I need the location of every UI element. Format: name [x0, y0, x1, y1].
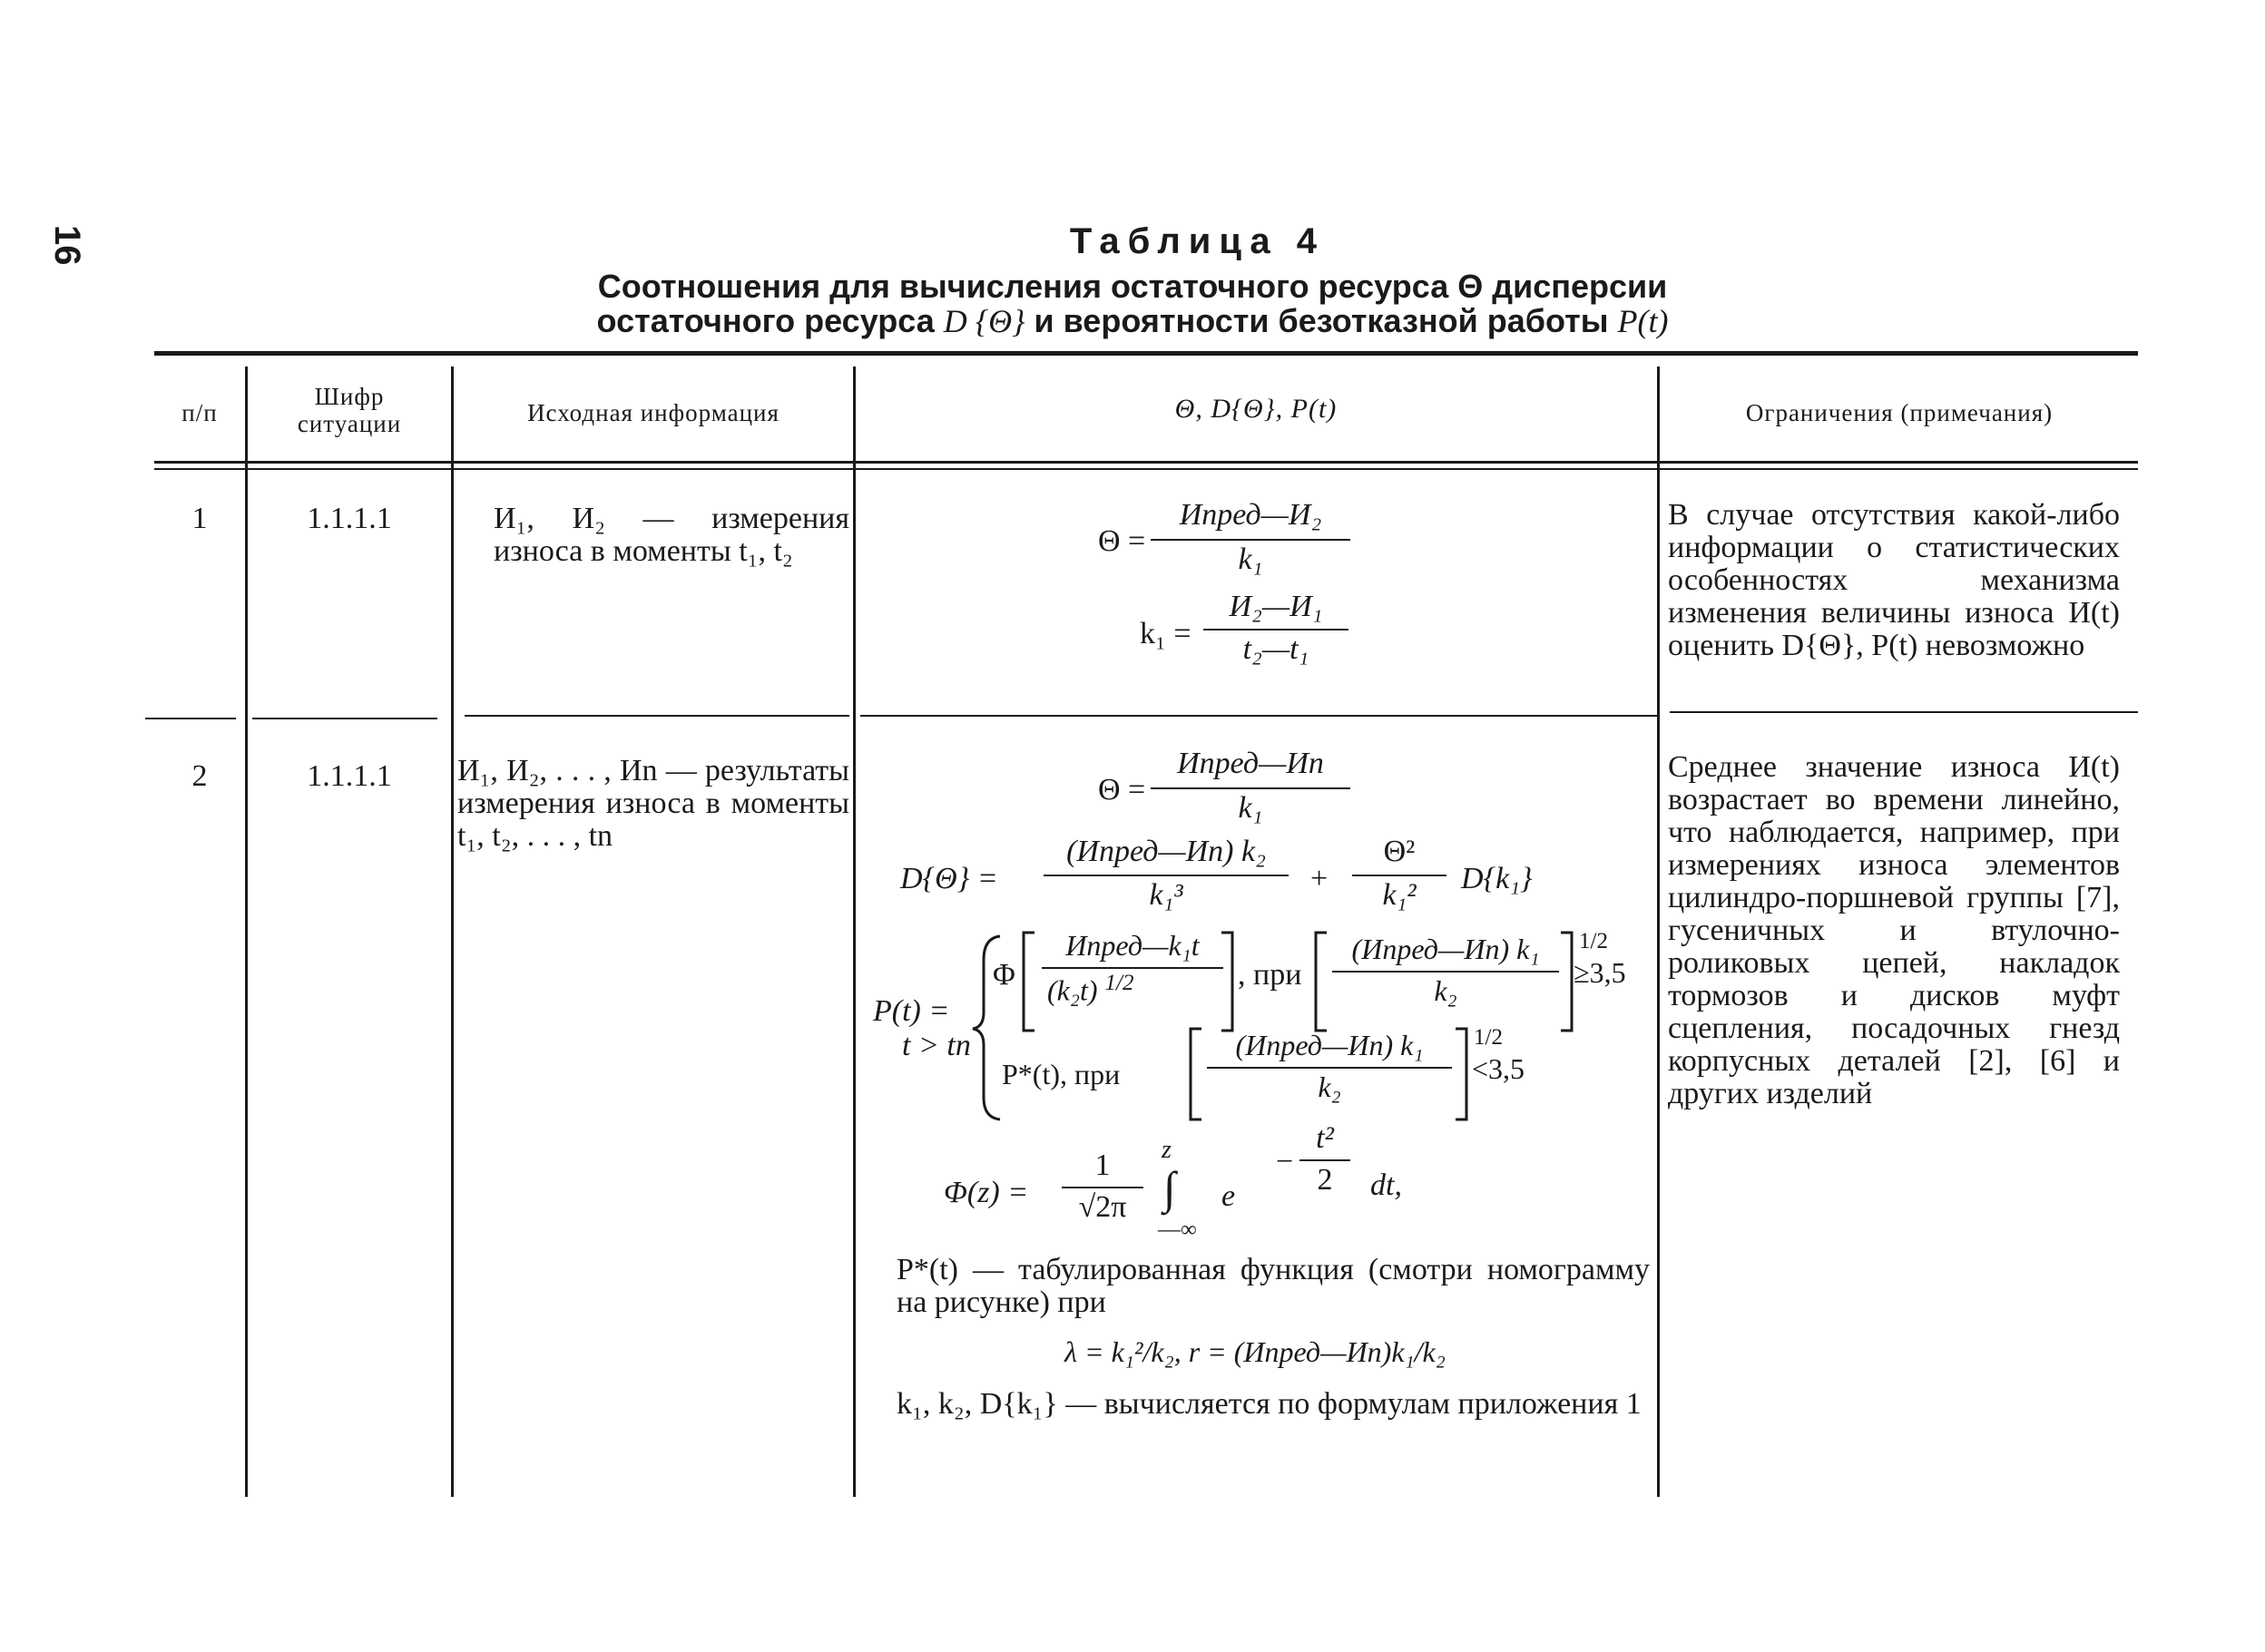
fraction-bar — [1203, 629, 1348, 630]
row2-theta-den: k₁ — [1238, 791, 1263, 825]
bracket-right — [1452, 1027, 1470, 1121]
page-number: 16 — [47, 225, 87, 266]
row2-theta-num: Ипред—Иn — [1177, 747, 1324, 780]
title-part-b: D {Θ} — [943, 303, 1025, 339]
phi-exp-num: t² — [1316, 1121, 1334, 1155]
row2-num: 2 — [191, 759, 208, 793]
row2-code: 1.1.1.1 — [307, 759, 392, 793]
probability-lhs: P(t) = — [873, 994, 950, 1028]
phi-exp-minus: − — [1276, 1145, 1294, 1178]
case2-p: P*(t), при — [1002, 1058, 1121, 1090]
fraction-bar — [1299, 1159, 1350, 1161]
row1-notes: В случае отсутствия какой-либо информации о статистических особенностях механизма изменения величины износа И(t) оценить D{Θ}, P(t) невозможно — [1668, 498, 2120, 662]
dispersion-plus: + — [1310, 862, 1329, 895]
row-separator — [252, 718, 437, 719]
header-code — [249, 383, 450, 437]
phi-root: √2π — [1078, 1190, 1127, 1224]
row2-notes: Среднее значение износа И(t) возрастает во времени линейно, что наблюдается, например, при измерениях износа элементов цилиндро-поршневой группы [7], гусеничных и втулочно-роликовых цепей, накладок тормозов и дисков муфт сцепления, посадочных гнезд корпусных деталей [2], [6] и других изделий — [1668, 750, 2120, 1110]
dispersion-den2: k₁² — [1382, 878, 1417, 912]
dispersion-tail: D{k₁} — [1461, 862, 1533, 895]
row-separator — [465, 715, 849, 717]
title-part-c: и вероятности безотказной работы — [1025, 302, 1618, 339]
table-title-line1: Соотношения для вычисления остаточного ресурса Θ дисперсии — [597, 268, 1668, 305]
fraction-bar — [1044, 875, 1289, 876]
case2-cnum: (Ипред—Иn) k₁ — [1235, 1029, 1424, 1061]
row1-k1-den: t₂—t₁ — [1242, 632, 1309, 666]
row1-k1-num: И₂—И₁ — [1229, 590, 1323, 623]
row-separator — [1670, 711, 2138, 713]
bracket-left — [1020, 931, 1038, 1032]
fraction-bar — [1352, 875, 1446, 876]
bracket-right — [1557, 931, 1575, 1032]
case2-cden: k₂ — [1318, 1070, 1341, 1103]
table-label: Таблица 4 — [1069, 221, 1325, 261]
row1-num: 1 — [191, 502, 208, 535]
case2-exp: 1/2 — [1474, 1025, 1503, 1050]
bracket-right — [1218, 931, 1236, 1032]
title-part-a: остаточного ресурса — [596, 302, 944, 339]
row2-theta-lhs: Θ = — [1098, 773, 1146, 806]
lambda-line: λ = k₁²/k₂, r = (Ипред—Иn)k₁/k₂ — [1064, 1335, 1446, 1368]
row2-note2: k₁, k₂, D{k₁} — вычисляется по формулам приложения 1 — [897, 1387, 1642, 1421]
header-code-line2: ситуации — [297, 410, 402, 437]
phi-exp-den: 2 — [1317, 1163, 1333, 1197]
table-title-line2 — [0, 302, 2265, 340]
dispersion-num1: (Ипред—Иn) k₂ — [1066, 835, 1266, 868]
row1-code: 1.1.1.1 — [307, 502, 392, 535]
probability-condition: t > tn — [902, 1029, 971, 1062]
header-notes: Ограничения (примечания) — [1745, 399, 2054, 426]
column-divider — [451, 367, 454, 1497]
case1-den — [1047, 971, 1133, 1008]
phi-one: 1 — [1094, 1149, 1111, 1182]
table-top-rule — [154, 351, 2138, 356]
header-num: п/п — [181, 399, 218, 426]
row-separator — [860, 715, 1659, 717]
fraction-bar — [1062, 1187, 1143, 1188]
row1-theta-den: k₁ — [1238, 543, 1263, 576]
row2-note1: P*(t) — табулированная функция (смотри номограмму на рисунке) при — [897, 1253, 1650, 1319]
case1-cnum: (Ипред—Иn) k₁ — [1351, 933, 1540, 965]
case2-relation: <3,5 — [1472, 1052, 1525, 1085]
case1-cden: k₂ — [1434, 974, 1457, 1007]
case1-den-exp: 1/2 — [1104, 971, 1134, 995]
column-divider — [245, 367, 248, 1497]
dispersion-num2: Θ² — [1383, 835, 1416, 868]
column-divider — [1657, 367, 1660, 1497]
column-divider — [853, 367, 856, 1497]
integral-lower: —∞ — [1158, 1217, 1197, 1242]
row1-theta-lhs: Θ = — [1098, 524, 1146, 558]
case1-exp: 1/2 — [1579, 929, 1608, 953]
header-info: Исходная информация — [527, 399, 780, 426]
header-code-line1: Шифр — [314, 383, 385, 410]
row1-info: И₁, И₂ — измерения износа в моменты t₁, t₂ — [494, 502, 849, 568]
fraction-bar — [1151, 787, 1350, 789]
row1-theta-num: Ипред—И₂ — [1179, 498, 1322, 532]
title-part-d: P(t) — [1617, 303, 1669, 339]
row-separator — [145, 718, 236, 719]
case1-phi: Φ — [993, 958, 1015, 992]
phi-dt: dt, — [1370, 1168, 1402, 1202]
dispersion-lhs: D{Θ} = — [900, 862, 998, 895]
integral-upper: z — [1162, 1136, 1172, 1164]
dispersion-den1: k₁³ — [1149, 878, 1183, 912]
header-formulas: Θ, D{Θ}, P(t) — [1174, 394, 1338, 424]
fraction-bar — [1042, 967, 1223, 969]
fraction-bar — [1332, 971, 1559, 973]
fraction-bar — [1151, 539, 1350, 541]
phi-e: e — [1221, 1179, 1236, 1213]
row1-k1-lhs: k₁ = — [1140, 617, 1191, 650]
case1-relation: ≥3,5 — [1574, 956, 1626, 989]
row2-info: И₁, И₂, . . . , Иn — результаты измерения износа в моменты t₁, t₂, . . . , tn — [457, 754, 849, 853]
bracket-left — [1312, 931, 1330, 1032]
phi-lhs: Φ(z) = — [944, 1176, 1029, 1209]
integral-sign: ∫ — [1163, 1162, 1176, 1213]
case1-when: , при — [1238, 958, 1302, 992]
fraction-bar — [1207, 1067, 1452, 1069]
case1-den-base: (k₂t) — [1047, 973, 1098, 1007]
bracket-left — [1187, 1027, 1205, 1121]
case1-num: Ипред—k₁t — [1065, 929, 1200, 962]
